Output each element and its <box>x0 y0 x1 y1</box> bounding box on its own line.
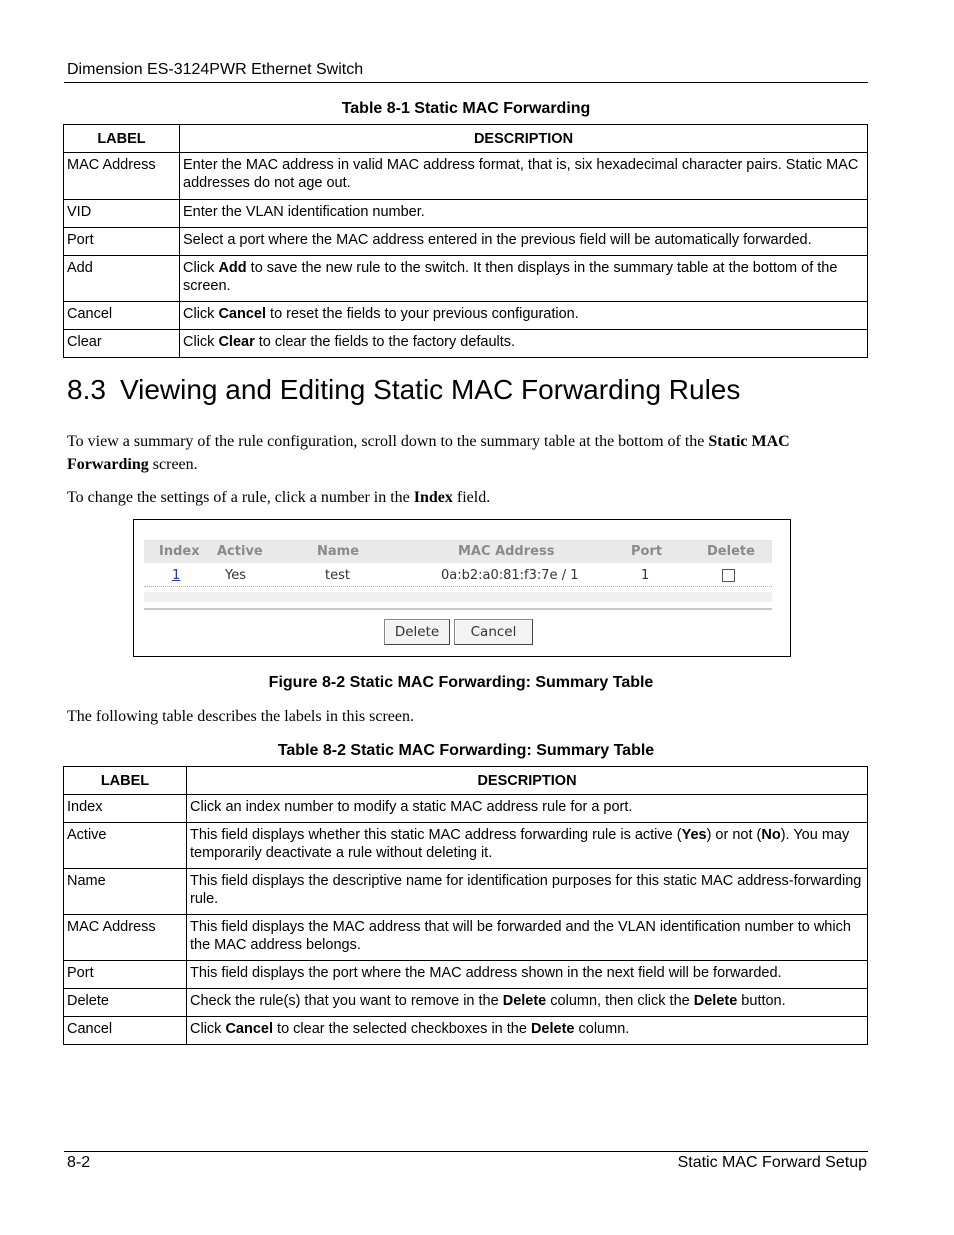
name-value: test <box>325 568 350 583</box>
table2-caption: Table 8-2 Static MAC Forwarding: Summary Table <box>277 742 655 759</box>
delete-checkbox[interactable] <box>722 569 735 582</box>
table-row <box>64 795 868 823</box>
paragraph-index: To change the settings of a rule, click a number in the Index field. <box>67 489 491 506</box>
table1-caption: Table 8-1 Static MAC Forwarding <box>341 100 591 117</box>
table1 <box>63 124 868 358</box>
row-desc: Click Clear to clear the fields to the factory defaults. <box>180 330 868 358</box>
table-row <box>64 915 868 961</box>
row-desc: Select a port where the MAC address entered in the previous field will be automatically forwarded. <box>180 228 868 256</box>
col-delete: Delete <box>707 544 755 559</box>
section-title: Viewing and Editing Static MAC Forwarding Rules <box>119 374 741 405</box>
summary-table-screenshot <box>133 519 791 657</box>
paragraph-intro: The following table describes the labels in this screen. <box>67 708 415 725</box>
row-desc: Enter the VLAN identification number. <box>180 200 868 228</box>
table2-header-row <box>64 767 868 795</box>
chapter-title: Static MAC Forward Setup <box>677 1154 867 1171</box>
table-row <box>64 330 868 358</box>
table-row <box>64 153 868 200</box>
row-label: Add <box>64 256 180 302</box>
table-row <box>64 869 868 915</box>
row-desc: This field displays whether this static MAC address forwarding rule is active (Yes) or not (No). You may temporarily deactivate a rule without deleting it. <box>187 823 868 869</box>
row-label: MAC Address <box>64 915 187 961</box>
row-label: VID <box>64 200 180 228</box>
row-label: Port <box>64 228 180 256</box>
delete-button[interactable]: Delete <box>384 619 450 645</box>
table1-header-row <box>64 125 868 153</box>
table2 <box>63 766 868 1045</box>
cancel-button[interactable]: Cancel <box>454 619 533 645</box>
col-port: Port <box>631 544 663 559</box>
row-label: Active <box>64 823 187 869</box>
table-row <box>64 256 868 302</box>
row-desc: This field displays the MAC address that will be forwarded and the VLAN identification number to which the MAC address belongs. <box>187 915 868 961</box>
header-rule <box>64 82 868 83</box>
row-label: MAC Address <box>64 153 180 200</box>
table1-col-desc: DESCRIPTION <box>180 125 868 153</box>
table-row <box>64 302 868 330</box>
table1-body <box>64 153 868 358</box>
col-name: Name <box>317 544 360 559</box>
row-desc: Click Cancel to clear the selected checkboxes in the Delete column. <box>187 1017 868 1045</box>
row-label: Index <box>64 795 187 823</box>
row-desc: Enter the MAC address in valid MAC address format, that is, six hexadecimal character pairs. Static MAC addresses do not age out. <box>180 153 868 200</box>
row-desc: Click Cancel to reset the fields to your previous configuration. <box>180 302 868 330</box>
row-label: Delete <box>64 989 187 1017</box>
table-row <box>64 823 868 869</box>
table1-col-label: LABEL <box>64 125 180 153</box>
table-row <box>64 228 868 256</box>
col-index: Index <box>159 544 200 559</box>
table-row <box>64 989 868 1017</box>
row-label: Port <box>64 961 187 989</box>
row-desc: This field displays the descriptive name for identification purposes for this static MAC address-forwarding rule. <box>187 869 868 915</box>
figure-caption: Figure 8-2 Static MAC Forwarding: Summary Table <box>268 674 654 691</box>
port-value: 1 <box>641 568 650 583</box>
table-footer-strip <box>144 592 772 602</box>
row-desc: Check the rule(s) that you want to remove in the Delete column, then click the Delete button. <box>187 989 868 1017</box>
row-desc: This field displays the port where the MAC address shown in the next field will be forwarded. <box>187 961 868 989</box>
col-active: Active <box>217 544 263 559</box>
divider <box>144 608 772 610</box>
section-number: 8.3 <box>67 374 106 405</box>
paragraph-summary: To view a summary of the rule configuration, scroll down to the summary table at the bottom of the Static MAC Forwarding screen. <box>67 433 790 473</box>
running-header: Dimension ES-3124PWR Ethernet Switch <box>67 61 364 78</box>
mac-value: 0a:b2:a0:81:f3:7e / 1 <box>441 568 579 583</box>
col-mac-address: MAC Address <box>458 544 555 559</box>
row-label: Name <box>64 869 187 915</box>
row-label: Clear <box>64 330 180 358</box>
table-row <box>64 961 868 989</box>
active-value: Yes <box>225 568 246 583</box>
row-label: Cancel <box>64 302 180 330</box>
table-row <box>64 200 868 228</box>
row-desc: Click Add to save the new rule to the switch. It then displays in the summary table at the bottom of the screen. <box>180 256 868 302</box>
table2-body <box>64 795 868 1045</box>
row-label: Cancel <box>64 1017 187 1045</box>
footer-rule <box>64 1151 868 1152</box>
page-number: 8-2 <box>67 1154 91 1171</box>
table2-col-desc: DESCRIPTION <box>187 767 868 795</box>
summary-table-row <box>144 564 772 587</box>
summary-table-header <box>144 540 772 563</box>
row-desc: Click an index number to modify a static MAC address rule for a port. <box>187 795 868 823</box>
table-row <box>64 1017 868 1045</box>
table2-col-label: LABEL <box>64 767 187 795</box>
section-heading <box>67 374 740 406</box>
index-link[interactable]: 1 <box>172 568 181 583</box>
